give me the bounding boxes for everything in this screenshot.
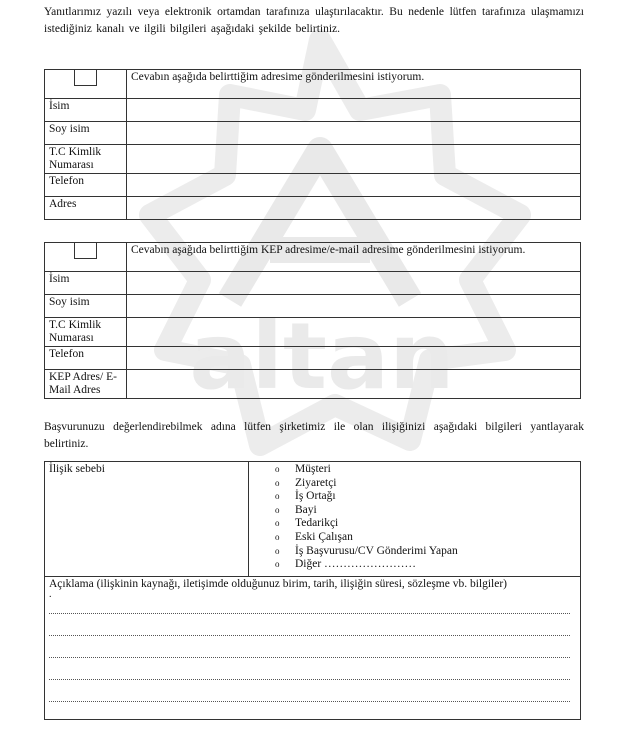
field-label-email: KEP Adres/ E-Mail Adres [45,370,127,399]
address-checkbox[interactable] [74,69,97,86]
email-checkbox[interactable] [74,242,97,259]
circle-bullet-icon: o [275,531,280,542]
email-table-header [45,243,581,272]
relationship-option[interactable] [275,490,576,504]
description-lines[interactable] [49,599,576,702]
tc-id-field[interactable] [127,318,581,347]
field-label-tc-id: T.C Kimlik Numarası [45,318,127,347]
relationship-option[interactable] [275,531,576,545]
table-row [45,318,581,347]
field-label-address: Adres [45,197,127,220]
relationship-option[interactable] [275,477,576,491]
table-row [45,370,581,399]
circle-bullet-icon: o [275,518,280,529]
circle-bullet-icon: o [275,464,280,474]
field-label-tc-id: T.C Kimlik Numarası [45,145,127,174]
intro-paragraph: Yanıtlarımız yazılı veya elektronik ortamdan tarafınıza ulaştırılacaktır. Bu nedenle lütfen tarafınıza ulaşmamızı istediğiniz kanalı ve ilgili bilgileri aşağıdaki şekilde belirtiniz. [44,6,584,35]
surname-field[interactable] [127,295,581,318]
description-line[interactable] [49,636,570,658]
name-field[interactable] [127,99,581,122]
description-label: Açıklama (ilişkinin kaynağı, iletişimde olduğunuz birim, tarih, ilişiğin süresi, sözleşme vb. bilgiler) [49,578,508,590]
description-line[interactable] [49,680,570,702]
address-field[interactable] [127,197,581,220]
description-line[interactable] [49,614,570,636]
circle-bullet-icon: o [275,477,280,488]
relationship-option-label: Eski Çalışan [295,530,353,543]
relationship-table [44,461,581,720]
table-row [45,272,581,295]
phone-field[interactable] [127,174,581,197]
table-row [45,577,581,720]
description-line[interactable] [49,658,570,680]
relationship-option[interactable] [275,545,576,559]
circle-bullet-icon: o [275,504,280,515]
circle-bullet-icon: o [275,559,280,570]
circle-bullet-icon: o [275,545,280,556]
field-label-phone: Telefon [45,347,127,370]
description-cell[interactable] [45,577,581,720]
watermark-text: altan [189,303,455,410]
relationship-option-label: İş Başvurusu/CV Gönderimi Yapan [295,544,458,557]
relationship-option-label: Müşteri [295,463,331,475]
email-field[interactable] [127,370,581,399]
field-label-name: İsim [45,272,127,295]
description-line[interactable] [49,599,570,614]
relationship-option[interactable] [275,558,576,572]
name-field[interactable] [127,272,581,295]
surname-field[interactable] [127,122,581,145]
email-option-label: Cevabın aşağıda belirttiğim KEP adresime/e-mail adresime gönderilmesini istiyorum. [127,243,581,272]
relationship-reason-label: İlişik sebebi [45,462,249,577]
address-table [44,69,581,220]
tc-id-field[interactable] [127,145,581,174]
table-row [45,99,581,122]
relationship-option[interactable] [275,463,576,477]
relationship-option-label: İş Ortağı [295,490,336,503]
relationship-option-label: Ziyaretçi [295,476,337,489]
relationship-option[interactable] [275,504,576,518]
description-lead: . [49,589,52,600]
field-label-surname: Soy isim [45,295,127,318]
address-table-header [45,70,581,99]
relationship-option[interactable] [275,517,576,531]
table-row [45,462,581,577]
table-row [45,347,581,370]
relationship-paragraph: Başvurunuzu değerlendirebilmek adına lütfen şirketimiz ile olan ilişiğinizi aşağıdaki bilgileri yantlayarak belirtiniz. [44,421,584,450]
circle-bullet-icon: o [275,491,280,502]
phone-field[interactable] [127,347,581,370]
table-row [45,145,581,174]
relationship-option-label: Tedarikçi [295,517,339,530]
table-row [45,122,581,145]
field-label-phone: Telefon [45,174,127,197]
field-label-name: İsim [45,99,127,122]
field-label-surname: Soy isim [45,122,127,145]
relationship-options [253,463,576,572]
relationship-option-label: Diğer …………………… [295,558,417,571]
table-row [45,197,581,220]
table-row [45,295,581,318]
table-row [45,174,581,197]
relationship-option-label: Bayi [295,503,317,516]
address-option-label: Cevabın aşağıda belirttiğim adresime gönderilmesini istiyorum. [127,70,581,99]
email-table [44,242,581,399]
